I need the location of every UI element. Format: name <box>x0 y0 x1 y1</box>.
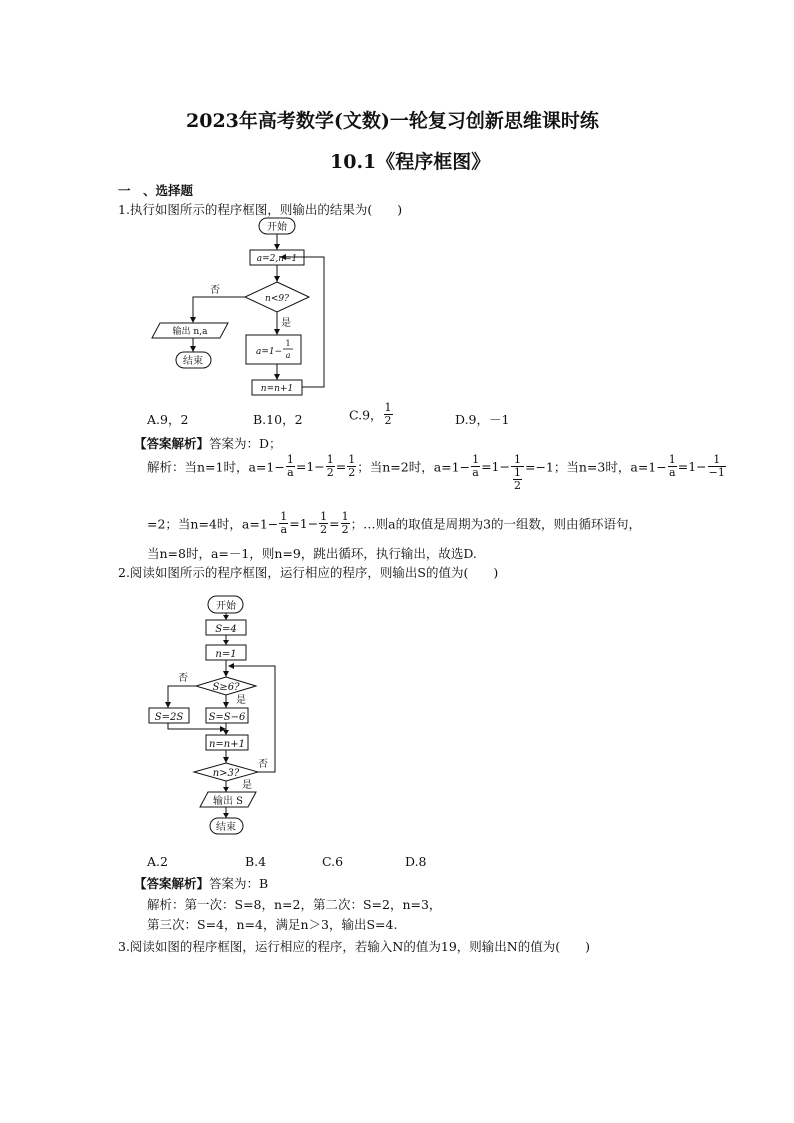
flow1-init-label: a=2,n=1 <box>256 254 298 264</box>
q1-option-d: D.9，－1 <box>455 412 510 427</box>
question-2-stem: 2.阅读如图所示的程序框图，运行相应的程序，则输出S的值为( ) <box>118 565 499 580</box>
page-title: 2023年高考数学(文数)一轮复习创新思维课时练 <box>186 110 599 132</box>
q1-option-c-prefix: C.9， <box>349 407 383 423</box>
question-2-flowchart <box>140 590 300 840</box>
q2-answer-label: 【答案解析】 <box>134 876 210 891</box>
flow1-start-label: 开始 <box>267 222 287 233</box>
flow1-condition-label: n<9? <box>265 294 289 304</box>
q1-solution-line-3: 当n=8时，a=－1，则n=9，跳出循环，执行输出，故选D. <box>147 546 477 561</box>
section-heading: 一 、选择题 <box>118 183 194 198</box>
flow2-no2-label: 否 <box>258 759 268 770</box>
flow2-condition1-label: S≥6? <box>212 682 240 693</box>
flow2-yes1-label: 是 <box>236 695 246 706</box>
flow2-output-label: 输出 S <box>212 796 244 807</box>
q1-option-b: B.10，2 <box>253 412 303 427</box>
flow2-yes2-label: 是 <box>242 780 252 791</box>
q2-option-b: B.4 <box>245 854 267 869</box>
flow1-frac-num: 1 <box>285 339 291 348</box>
q1-answer-label: 【答案解析】 <box>134 436 210 451</box>
q1-answer <box>134 434 282 452</box>
flow1-increment-label: n=n+1 <box>260 384 294 394</box>
page-subtitle: 10.1《程序框图》 <box>330 151 491 173</box>
flow2-left-label: S=2S <box>154 712 184 723</box>
flow2-n1-label: n=1 <box>215 649 237 660</box>
question-1-flowchart <box>140 215 340 405</box>
flow2-end-label: 结束 <box>216 822 236 833</box>
q2-solution-line-2: 第三次：S=4，n=4，满足n＞3，输出S=4. <box>147 917 398 932</box>
flow2-condition2-label: n>3? <box>212 768 240 779</box>
flow1-frac-den: a <box>285 351 291 360</box>
flow2-no1-label: 否 <box>178 673 188 684</box>
flow1-end-label: 结束 <box>183 356 203 367</box>
q2-answer <box>134 874 268 892</box>
q1-solution-line-1: 解析：当n=1时，a=1− $\frac{1}{a}$ =1− $\frac{1}{2}$ = $\frac{1}{2}$ ；当n=2时，a=1− $\frac{1}{a}$ =1− $\frac{1}{\frac{1}{2}}$ =−1；当n=3时，a=1− $\frac{1}{a}$ =1− $\frac{1}{-1}$ <box>147 453 725 492</box>
flow1-output-label: 输出 n,a <box>172 327 208 337</box>
flow2-right-label: S=S−6 <box>208 712 246 723</box>
flow2-start-label: 开始 <box>216 601 236 612</box>
q2-option-d: D.8 <box>405 854 427 869</box>
q1-answer-value: 答案为：D； <box>209 436 282 451</box>
flow2-s4-label: S=4 <box>215 624 237 635</box>
question-3-stem: 3.阅读如图的程序框图，运行相应的程序，若输入N的值为19，则输出N的值为( ) <box>118 939 590 954</box>
q2-option-a: A.2 <box>147 854 168 869</box>
q2-solution-line-1: 解析：第一次：S=8，n=2，第二次：S=2，n=3， <box>147 897 442 912</box>
q1-solution-line-2: =2；当n=4时，a=1− $\frac{1}{a}$ =1− $\frac{1}{2}$ = $\frac{1}{2}$ ；…则a的取值是周期为3的一组数，则由循环语句， <box>147 510 642 536</box>
flow1-assign-label: a=1− <box>256 347 283 357</box>
q2-option-c: C.6 <box>322 854 344 869</box>
q1-option-c-fraction: $\frac{1}{2}$ <box>384 401 392 427</box>
q1-option-c <box>349 402 394 427</box>
q2-answer-value: 答案为：B <box>209 876 269 891</box>
flow1-yes-label: 是 <box>281 318 291 329</box>
question-1-stem: 1.执行如图所示的程序框图，则输出的结果为( ) <box>118 202 403 217</box>
q1-option-a: A.9，2 <box>147 412 189 427</box>
flow2-increment-label: n=n+1 <box>208 739 246 750</box>
flow1-no-label: 否 <box>210 285 220 296</box>
